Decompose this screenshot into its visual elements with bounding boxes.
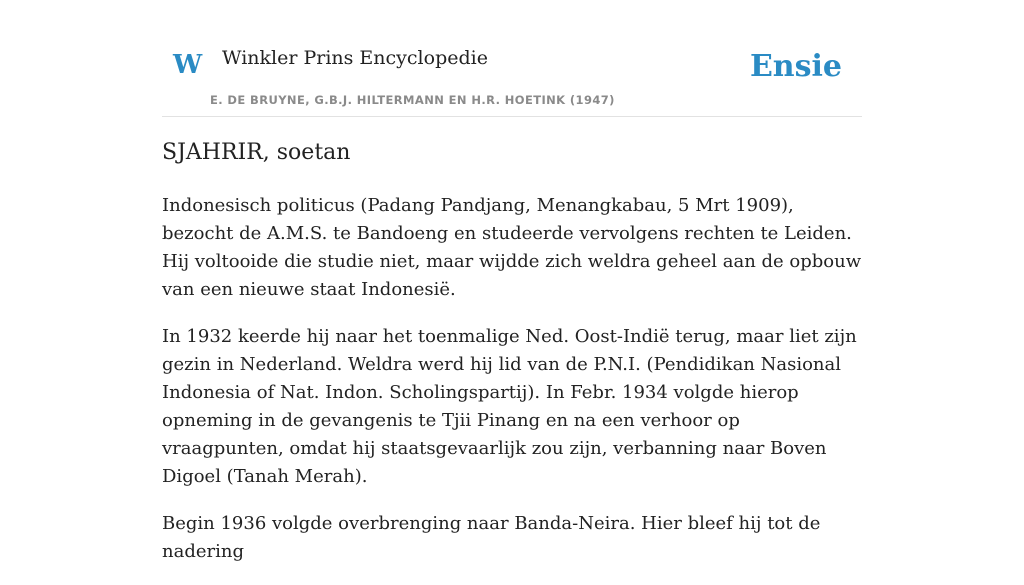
entry-title: SJAHRIR, soetan [162,140,351,165]
site-header [162,38,862,117]
site-logo[interactable]: W [173,50,203,80]
source-authors: E. DE BRUYNE, G.B.J. HILTERMANN EN H.R. HOETINK (1947) [210,93,615,107]
entry-body [162,192,862,585]
paragraph-3: Begin 1936 volgde overbrenging naar Banda-Neira. Hier bleef hij tot de nadering [162,513,821,562]
paragraph-1: Indonesisch politicus (Padang Pandjang, Menangkabau, 5 Mrt 1909), bezocht de A.M.S. te Bandoeng en studeerde vervolgens rechten te Leiden. Hij voltooide die studie niet, maar wijdde zich weldra geheel aan de opbouw van een nieuwe staat Indonesië. [162,195,862,300]
site-title[interactable]: Winkler Prins Encyclopedie [222,47,488,69]
brand-logo[interactable]: Ensie [749,49,842,84]
paragraph-2: In 1932 keerde hij naar het toenmalige Ned. Oost-Indië terug, maar liet zijn gezin in Nederland. Weldra werd hij lid van de P.N.I. (Pendidikan Nasional Indonesia of Nat. Indon. Scholingspartij). In Febr. 1934 volgde hierop opneming in de gevangenis te Tjii Pinang en na een verhoor op vraagpunten, omdat hij staatsgevaarlijk zou zijn, verbanning naar Boven Digoel (Tanah Merah). [162,326,857,487]
